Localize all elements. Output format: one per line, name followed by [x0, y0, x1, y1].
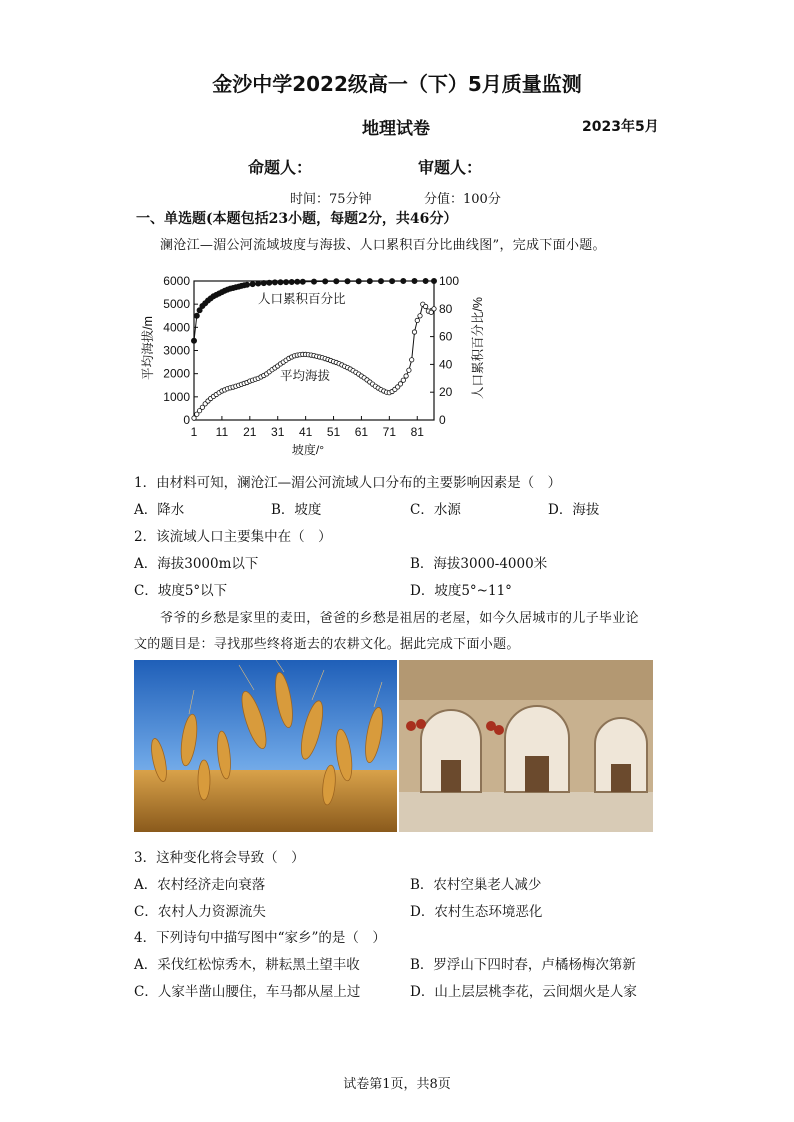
score-label: 分值：100分	[424, 192, 501, 207]
q1-option-c: C．水源	[410, 502, 461, 518]
elevation-point	[192, 416, 196, 420]
q2-option-c: C．坡度5°以下	[134, 583, 228, 599]
population-point	[295, 279, 300, 284]
q4-option-c: C．人家半凿山腰住，车马都从屋上过	[134, 984, 361, 1000]
y-left-tick-label: 0	[183, 413, 190, 427]
q4-option-d: D．山上层层桃李花，云间烟火是人家	[410, 984, 637, 1000]
author-label: 命题人：	[248, 158, 313, 177]
q3-option-d: D．农村生态环境恶化	[410, 904, 543, 920]
q1-option-a: A．降水	[134, 502, 185, 518]
x-tick-label: 41	[298, 425, 313, 439]
q3-option-c: C．农村人力资源流失	[134, 904, 266, 920]
population-point	[423, 278, 428, 283]
reviewer-label: 审题人：	[418, 158, 483, 177]
x-tick-label: 61	[354, 425, 369, 439]
q1-option-b: B．坡度	[271, 502, 322, 518]
cave-dwelling-photo	[399, 660, 653, 832]
elevation-point	[415, 318, 419, 322]
q1-option-d: D．海拔	[548, 502, 600, 518]
population-point	[272, 280, 277, 285]
q2-option-b: B．海拔3000-4000米	[410, 556, 548, 572]
elevation-point	[401, 378, 405, 382]
population-point	[194, 313, 199, 318]
q2-option-d: D．坡度5°~11°	[410, 583, 512, 599]
population-point	[256, 281, 261, 286]
population-point	[378, 279, 383, 284]
exam-subtitle: 地理试卷	[362, 119, 430, 139]
y-left-tick-label: 3000	[163, 343, 190, 358]
elevation-point	[410, 358, 414, 362]
x-tick-label: 31	[271, 425, 285, 439]
population-point	[323, 279, 328, 284]
wheat-field-photo	[134, 660, 397, 832]
y-right-tick-label: 20	[439, 385, 453, 400]
population-point	[431, 278, 436, 283]
elevation-point	[432, 307, 436, 311]
question-4-stem: 4．下列诗句中描写图中“家乡”的是（ ）	[134, 930, 386, 946]
passage-line-1: 爷爷的乡愁是家里的麦田，爸爸的乡愁是祖居的老屋，如今久居城市的儿子毕业论	[160, 611, 639, 626]
population-point	[289, 279, 294, 284]
q4-option-a: A．采伐红松惊秀木，耕耘黑土望丰收	[134, 957, 360, 973]
elevation-series-label: 平均海拔	[280, 369, 331, 383]
question-3-stem: 3．这种变化将会导致（ ）	[134, 850, 305, 866]
population-series-label: 人口累积百分比	[258, 292, 346, 306]
q2-option-a: A．海拔3000m以下	[134, 556, 259, 572]
y-axis-left-label: 平均海拔/m	[141, 316, 155, 380]
q3-option-b: B．农村空巢老人减少	[410, 877, 542, 893]
x-tick-label: 1	[190, 425, 198, 439]
y-right-tick-label: 60	[439, 329, 453, 344]
population-point	[244, 282, 249, 287]
population-point	[267, 280, 272, 285]
x-tick-label: 51	[326, 425, 341, 439]
q3-option-a: A．农村经济走向衰落	[134, 877, 266, 893]
passage-line-2: 文的题目是：寻找那些终将逝去的农耕文化。据此完成下面小题。	[134, 637, 520, 652]
slope-elevation-chart	[130, 268, 510, 463]
population-point	[261, 281, 266, 286]
q4-option-b: B．罗浮山下四时春，卢橘杨梅次第新	[410, 957, 636, 973]
x-tick-label: 71	[382, 425, 397, 439]
elevation-point	[423, 304, 427, 308]
elevation-point	[418, 314, 422, 318]
elevation-series-line	[194, 304, 434, 418]
population-point	[334, 279, 339, 284]
y-right-tick-label: 0	[439, 413, 446, 427]
y-left-tick-label: 5000	[163, 297, 190, 312]
question-1-stem: 1．由材料可知，澜沧江—湄公河流域人口分布的主要影响因素是（ ）	[134, 475, 562, 491]
population-point	[367, 279, 372, 284]
population-point	[284, 280, 289, 285]
y-left-tick-label: 2000	[163, 366, 190, 381]
population-point	[401, 278, 406, 283]
y-left-tick-label: 6000	[163, 274, 190, 288]
section-heading: 一、单选题(本题包括23小题，每题2分，共46分）	[136, 211, 458, 227]
y-left-tick-label: 1000	[163, 389, 190, 404]
page-footer: 试卷第1页，共8页	[343, 1077, 451, 1092]
y-right-tick-label: 80	[439, 301, 453, 316]
x-tick-label: 21	[243, 425, 257, 439]
elevation-point	[412, 330, 416, 334]
population-point	[345, 279, 350, 284]
y-left-tick-label: 4000	[163, 320, 190, 335]
chart-intro: 澜沧江—湄公河流域坡度与海拔、人口累积百分比曲线图”，完成下面小题。	[160, 238, 606, 253]
population-point	[300, 279, 305, 284]
y-right-tick-label: 100	[439, 274, 460, 288]
population-point	[278, 280, 283, 285]
population-point	[311, 279, 316, 284]
elevation-point	[404, 374, 408, 378]
x-axis-label: 坡度/°	[291, 443, 325, 457]
question-2-stem: 2．该流域人口主要集中在（ ）	[134, 529, 332, 545]
population-point	[356, 279, 361, 284]
population-point	[390, 279, 395, 284]
exam-title: 金沙中学2022级高一（下）5月质量监测	[212, 72, 582, 96]
x-tick-label: 11	[215, 425, 229, 439]
time-label: 时间：75分钟	[290, 192, 372, 207]
x-tick-label: 81	[410, 425, 424, 439]
population-point	[191, 338, 196, 343]
population-point	[412, 278, 417, 283]
y-right-tick-label: 40	[439, 357, 453, 372]
population-point	[250, 282, 255, 287]
elevation-point	[407, 368, 411, 372]
exam-date: 2023年5月	[582, 119, 659, 135]
y-axis-right-label: 人口累积百分比/%	[471, 296, 485, 400]
